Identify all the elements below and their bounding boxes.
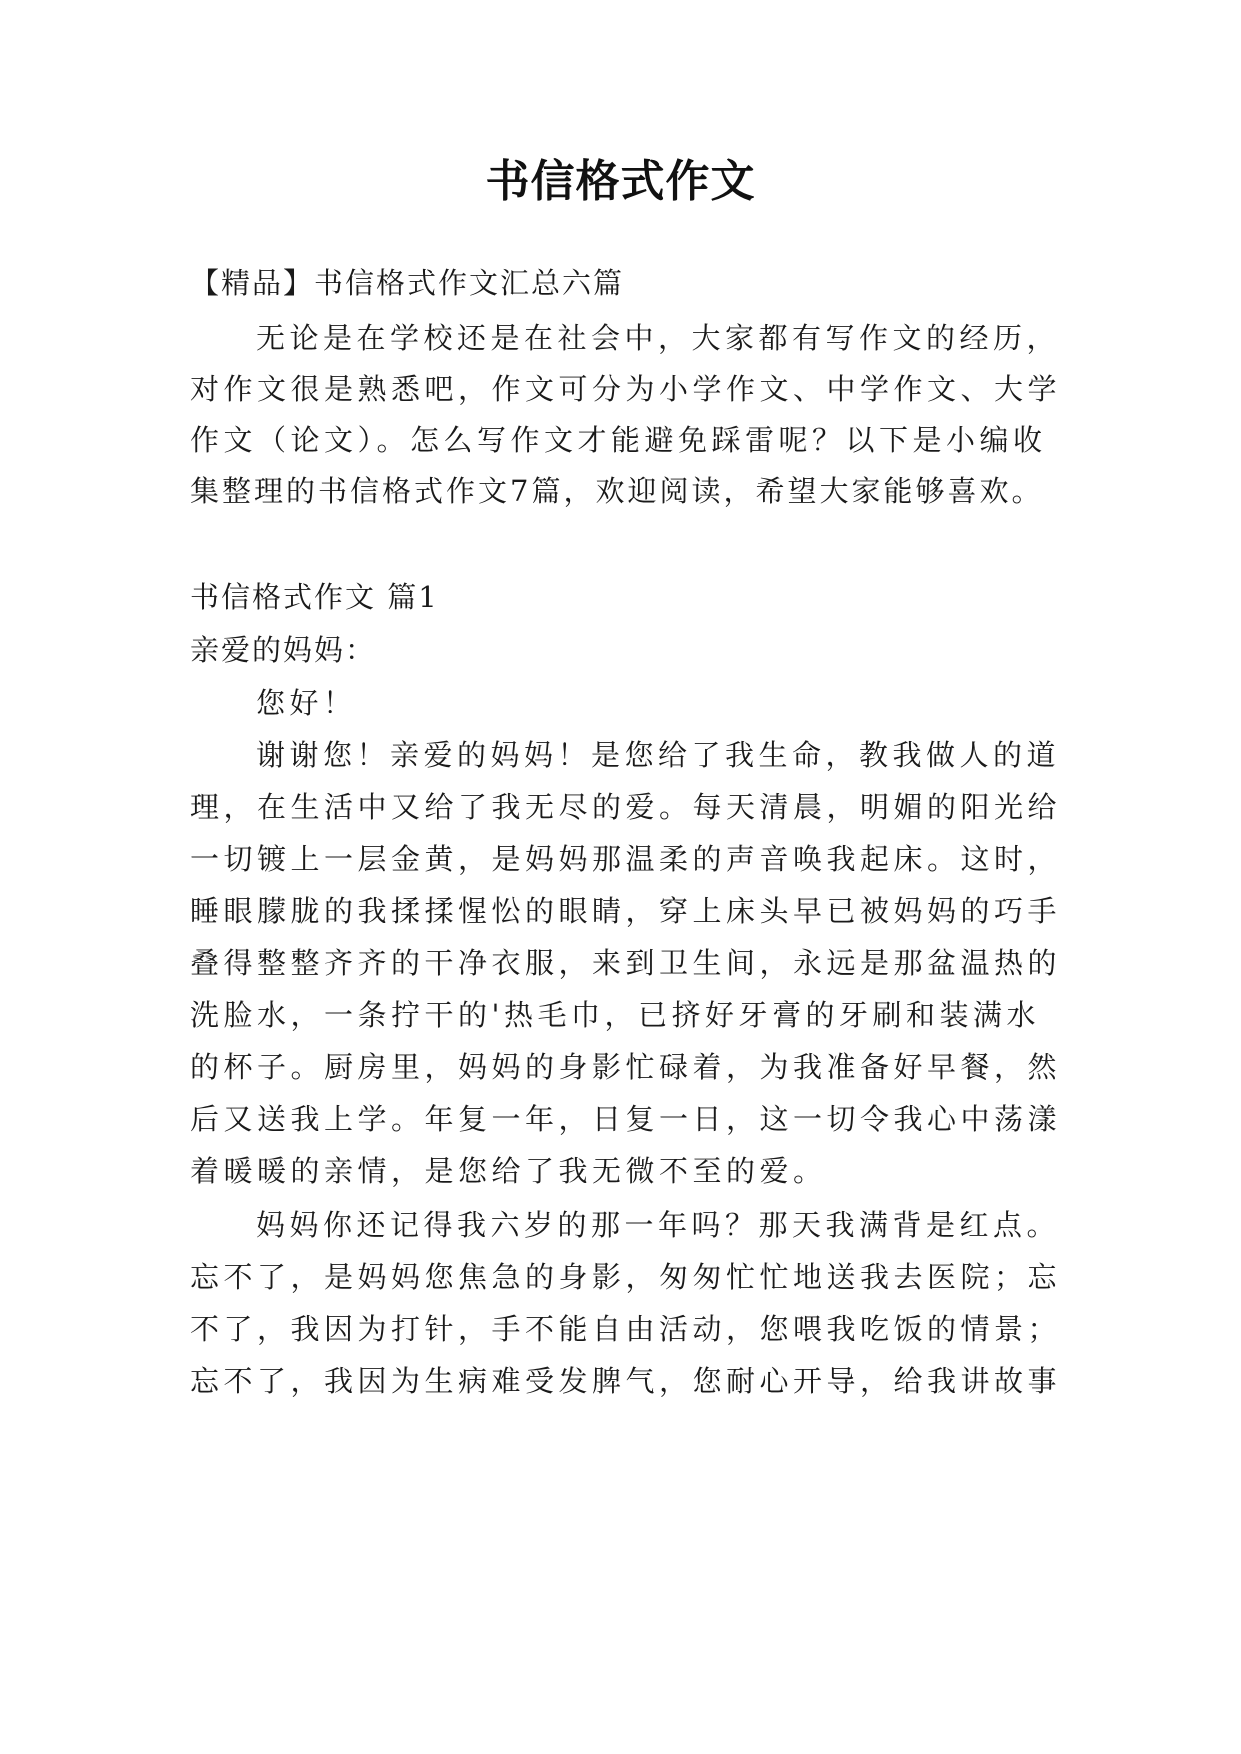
paragraph-line: 后又送我上学。年复一年，日复一日，这一切令我心中荡漾 (190, 1102, 1062, 1136)
intro-line: 作文（论文）。怎么写作文才能避免踩雷呢？以下是小编收 (190, 423, 1047, 457)
section-heading: 书信格式作文 篇1 (190, 580, 439, 614)
paragraph-line: 谢谢您！亲爱的妈妈！是您给了我生命，教我做人的道 (256, 738, 1061, 772)
intro-line: 无论是在学校还是在社会中，大家都有写作文的经历， (256, 321, 1061, 355)
paragraph-line: 着暖暖的亲情，是您给了我无微不至的爱。 (190, 1154, 827, 1188)
letter-salutation: 亲爱的妈妈： (190, 633, 377, 667)
paragraph-line: 叠得整整齐齐的干净衣服，来到卫生间，永远是那盆温热的 (190, 946, 1062, 980)
paragraph-line: 忘不了，是妈妈您焦急的身影，匆匆忙忙地送我去医院；忘 (190, 1260, 1062, 1294)
document-title: 书信格式作文 (485, 156, 756, 207)
paragraph-line: 忘不了，我因为生病难受发脾气，您耐心开导，给我讲故事 (190, 1364, 1062, 1398)
paragraph-line: 的杯子。厨房里，妈妈的身影忙碌着，为我准备好早餐，然 (190, 1050, 1062, 1084)
document-subtitle: 【精品】书信格式作文汇总六篇 (190, 266, 625, 300)
paragraph-line: 理，在生活中又给了我无尽的爱。每天清晨，明媚的阳光给 (190, 790, 1062, 824)
intro-line: 集整理的书信格式作文7篇，欢迎阅读，希望大家能够喜欢。 (190, 474, 1044, 508)
intro-line: 对作文很是熟悉吧，作文可分为小学作文、中学作文、大学 (190, 372, 1062, 406)
paragraph-line: 一切镀上一层金黄，是妈妈那温柔的声音唤我起床。这时， (190, 842, 1062, 876)
paragraph-line: 妈妈你还记得我六岁的那一年吗？那天我满背是红点。 (256, 1208, 1061, 1242)
paragraph-line: 睡眼朦胧的我揉揉惺忪的眼睛，穿上床头早已被妈妈的巧手 (190, 894, 1062, 928)
paragraph-line: 洗脸水，一条拧干的'热毛巾，已挤好牙膏的牙刷和装满水 (190, 998, 1040, 1032)
paragraph-line: 不了，我因为打针，手不能自由活动，您喂我吃饭的情景； (190, 1312, 1062, 1346)
letter-greeting: 您好！ (256, 686, 357, 720)
